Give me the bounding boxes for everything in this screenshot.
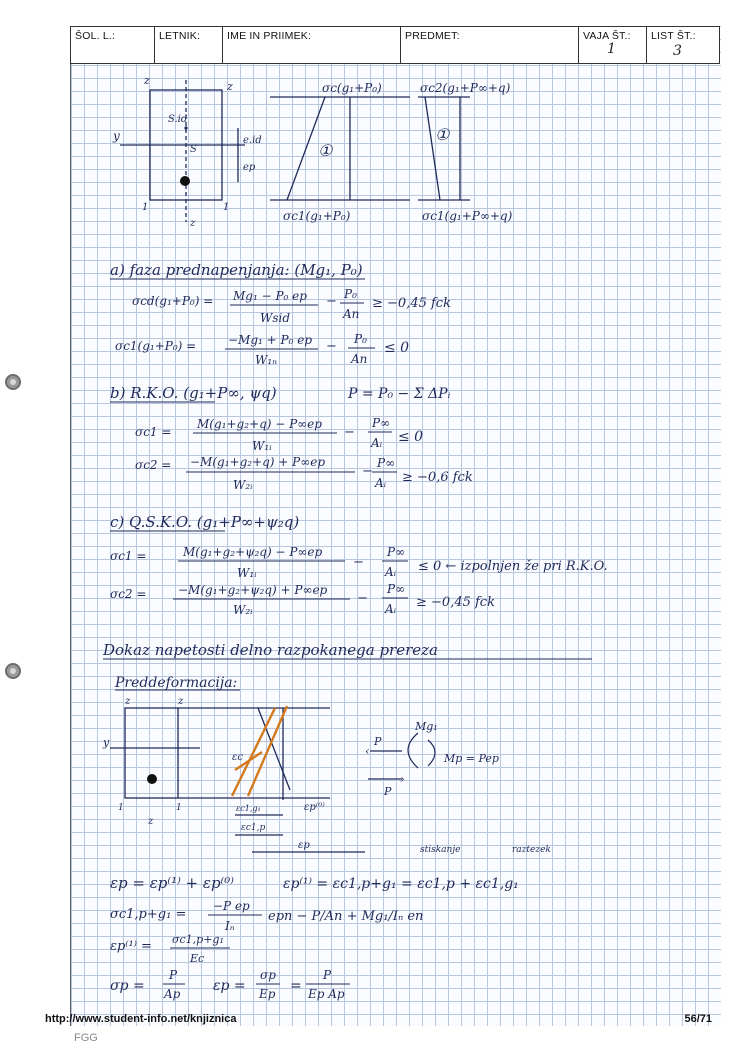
eq-eps-p1: εp⁽¹⁾ = εc1,p+g₁ = εc1,p + εc1,g₁ bbox=[283, 876, 519, 892]
c-eq2-rhs: ≥ −0,45 fck bbox=[416, 595, 495, 610]
stress-diagram-2 bbox=[418, 97, 470, 200]
fig2-Mp: Mp = Pep bbox=[444, 752, 499, 765]
tendon-dot-1 bbox=[180, 176, 190, 186]
eq-eps-num: σc1,p+g₁ bbox=[172, 933, 224, 946]
eq-last3-den: Ep Ap bbox=[308, 987, 345, 1001]
fig2-1-left: 1 bbox=[118, 803, 124, 813]
fig1-z-tl: z bbox=[144, 74, 150, 87]
eq-last2-den: Ep bbox=[259, 987, 276, 1001]
fig2-eps-c: εc bbox=[232, 752, 243, 763]
fig2-eps-p0: εp⁽⁰⁾ bbox=[304, 802, 325, 813]
a-eq1-den: Wsid bbox=[260, 311, 291, 325]
note-compression: stiskanje bbox=[420, 845, 461, 855]
c-eq1-den: W₁ᵢ bbox=[237, 566, 257, 580]
eq-last-num: P bbox=[169, 968, 178, 982]
fig1-sid: S.id bbox=[168, 114, 188, 125]
section-a-title: a) faza prednapenjanja: (Mg₁, P₀) bbox=[110, 261, 363, 279]
b-eq1-den: W₁ᵢ bbox=[252, 439, 272, 453]
b-eq2-den: W₂ᵢ bbox=[233, 478, 253, 492]
b-eq2-rhs: ≥ −0,6 fck bbox=[402, 470, 473, 485]
fig1-s: S bbox=[190, 144, 197, 155]
fig2-Mg: Mg₁ bbox=[415, 720, 438, 733]
arrow-right-head: › bbox=[400, 772, 405, 786]
stress2-bottom-label: σc1(g₁+P∞+q) bbox=[422, 209, 513, 223]
a-eq2-tail-num: P₀ bbox=[354, 332, 367, 346]
stress2-region: ① bbox=[435, 125, 450, 144]
eq-last2-num: σp bbox=[260, 968, 276, 982]
eq-eps-den: Ec bbox=[190, 952, 205, 965]
c-eq1-tail-num: P∞ bbox=[387, 545, 406, 559]
school-label: ŠOL. L.: bbox=[75, 30, 116, 42]
fig2-eps-c1: εc1,g₁ bbox=[236, 804, 261, 813]
eq-last-lhs: σp = bbox=[110, 978, 145, 994]
arrow-left-head: ‹ bbox=[365, 744, 370, 758]
b-eq2-num: −M(g₁+g₂+q) + P∞ep bbox=[190, 455, 326, 469]
c-eq1-minus: − bbox=[353, 555, 364, 570]
fig2-y: y bbox=[103, 736, 110, 749]
section-b-title: b) R.K.O. (g₁+P∞, ψq) bbox=[110, 384, 277, 402]
c-eq2-minus: − bbox=[357, 591, 368, 606]
b-eq2-tail-den: Aᵢ bbox=[375, 476, 387, 490]
strain-diagonal bbox=[258, 708, 290, 790]
stress-diagram-1 bbox=[270, 97, 410, 200]
section-2-outline bbox=[125, 708, 178, 798]
b-eq2-tail-num: P∞ bbox=[377, 456, 396, 470]
fig1-eid: e.id bbox=[243, 135, 262, 146]
c-eq1-lhs: σc1 = bbox=[110, 549, 147, 563]
cross-section-1 bbox=[120, 80, 245, 222]
b-eq1-tail-num: P∞ bbox=[372, 416, 391, 430]
sheet-number: 3 bbox=[673, 43, 682, 59]
moment-arc-right bbox=[428, 740, 435, 766]
a-eq1-minus: − bbox=[326, 294, 337, 309]
a-eq1-num: Mg₁ − P₀ ep bbox=[233, 289, 307, 303]
a-eq2-tail-den: An bbox=[351, 352, 368, 366]
b-sum: P = P₀ − Σ ΔPᵢ bbox=[348, 386, 451, 402]
sheet-label: LIST ŠT.: bbox=[651, 30, 696, 42]
fig2-P-bottom: P bbox=[384, 785, 392, 798]
b-eq1-tail-den: Aᵢ bbox=[371, 436, 383, 450]
a-eq1-lhs: σcd(g₁+P₀) = bbox=[132, 294, 214, 308]
eq-eps-lhs: εp⁽¹⁾ = bbox=[110, 939, 152, 954]
c-eq2-num: −M(g₁+g₂+ψ₂q) + P∞ep bbox=[178, 583, 328, 597]
source-url[interactable]: http://www.student-info.net/knjiznica bbox=[45, 1013, 237, 1025]
stress-2-diagonal bbox=[425, 97, 440, 200]
eq-last3-num: P bbox=[323, 968, 332, 982]
a-eq1-rhs: ≥ −0,45 fck bbox=[372, 296, 451, 311]
eq-last3-equals: = bbox=[290, 978, 302, 994]
stress1-region: ① bbox=[318, 141, 333, 160]
b-eq1-lhs: σc1 = bbox=[135, 425, 172, 439]
eq-sigma-num: −P ep bbox=[213, 899, 250, 913]
fig2-eps-c1p: εc1,p bbox=[241, 823, 266, 833]
fig1-z-bottom: z bbox=[190, 218, 196, 229]
fig2-z-left: z bbox=[125, 696, 131, 707]
a-eq1-tail-den: An bbox=[343, 307, 360, 321]
section-d-title: Dokaz napetosti delno razpokanega prereza bbox=[103, 641, 439, 659]
stress2-top-label: σc2(g₁+P∞+q) bbox=[420, 81, 511, 95]
c-eq1-num: M(g₁+g₂+ψ₂q) − P∞ep bbox=[183, 545, 323, 559]
b-eq1-rhs: ≤ 0 bbox=[398, 429, 424, 445]
fig2-z-right: z bbox=[178, 696, 184, 707]
faculty-label: FGG bbox=[74, 1032, 98, 1044]
exercise-label: VAJA ŠT.: bbox=[583, 30, 631, 42]
eq-sigma-den: Iₙ bbox=[225, 919, 235, 933]
c-eq2-den: W₂ᵢ bbox=[233, 603, 253, 617]
fig2-1-right: 1 bbox=[176, 803, 182, 813]
exercise-number: 1 bbox=[607, 41, 616, 57]
fig1-z-tr: z bbox=[227, 80, 233, 93]
fig1-y: y bbox=[113, 129, 120, 143]
eq-sigma-rest: epn − P/An + Mg₁/Iₙ en bbox=[268, 909, 424, 924]
c-eq1-tail-den: Aᵢ bbox=[385, 565, 397, 579]
fig1-ep: ep bbox=[243, 162, 256, 173]
a-eq2-num: −Mg₁ + P₀ ep bbox=[228, 333, 312, 347]
b-eq1-num: M(g₁+g₂+q) − P∞ep bbox=[197, 417, 322, 431]
a-eq2-rhs: ≤ 0 bbox=[384, 340, 410, 356]
page-counter: 56/71 bbox=[684, 1013, 712, 1025]
orange-strain-lines bbox=[232, 706, 287, 796]
note-tension: raztezek bbox=[512, 845, 551, 855]
eq-last2-lhs: εp = bbox=[213, 978, 246, 994]
section-c-title: c) Q.S.K.O. (g₁+P∞+ψ₂q) bbox=[110, 513, 300, 531]
section-1-sid-point bbox=[184, 126, 187, 129]
b-eq2-lhs: σc2 = bbox=[135, 458, 172, 472]
eq-eps-p: εp = εp⁽¹⁾ + εp⁽⁰⁾ bbox=[110, 874, 234, 892]
eq-sigma-lhs: σc1,p+g₁ = bbox=[110, 907, 187, 922]
c-eq2-tail-num: P∞ bbox=[387, 582, 406, 596]
name-label: IME IN PRIIMEK: bbox=[227, 30, 312, 42]
a-eq1-tail-num: P₀ bbox=[344, 287, 357, 301]
a-eq2-lhs: σc1(g₁+P₀) = bbox=[115, 339, 197, 353]
stress1-top-label: σc(g₁+P₀) bbox=[322, 81, 382, 95]
a-eq2-minus: − bbox=[326, 339, 337, 354]
b-eq1-minus: − bbox=[344, 425, 355, 440]
eq-last-den: Ap bbox=[164, 987, 181, 1001]
tendon-dot-2 bbox=[147, 774, 157, 784]
year-label: LETNIK: bbox=[159, 30, 201, 42]
a-eq2-den: W₁ₙ bbox=[255, 353, 278, 367]
moment-arc-left bbox=[408, 733, 418, 768]
fig2-eps-p: εp bbox=[298, 840, 310, 851]
c-eq2-lhs: σc2 = bbox=[110, 587, 147, 601]
c-eq2-tail-den: Aᵢ bbox=[385, 602, 397, 616]
fig2-z-bottom: z bbox=[148, 816, 154, 827]
stress1-bottom-label: σc1(g₁+P₀) bbox=[283, 209, 351, 223]
fig2-P-top: P bbox=[374, 735, 382, 748]
predeformation-title: Preddeformacija: bbox=[115, 675, 238, 691]
subject-label: PREDMET: bbox=[405, 30, 460, 42]
fig1-1-right: 1 bbox=[223, 202, 230, 213]
fig1-1-left: 1 bbox=[142, 202, 149, 213]
c-eq1-rhs: ≤ 0 ← izpolnjen že pri R.K.O. bbox=[418, 559, 608, 574]
b-eq2-minus: − bbox=[362, 464, 373, 479]
